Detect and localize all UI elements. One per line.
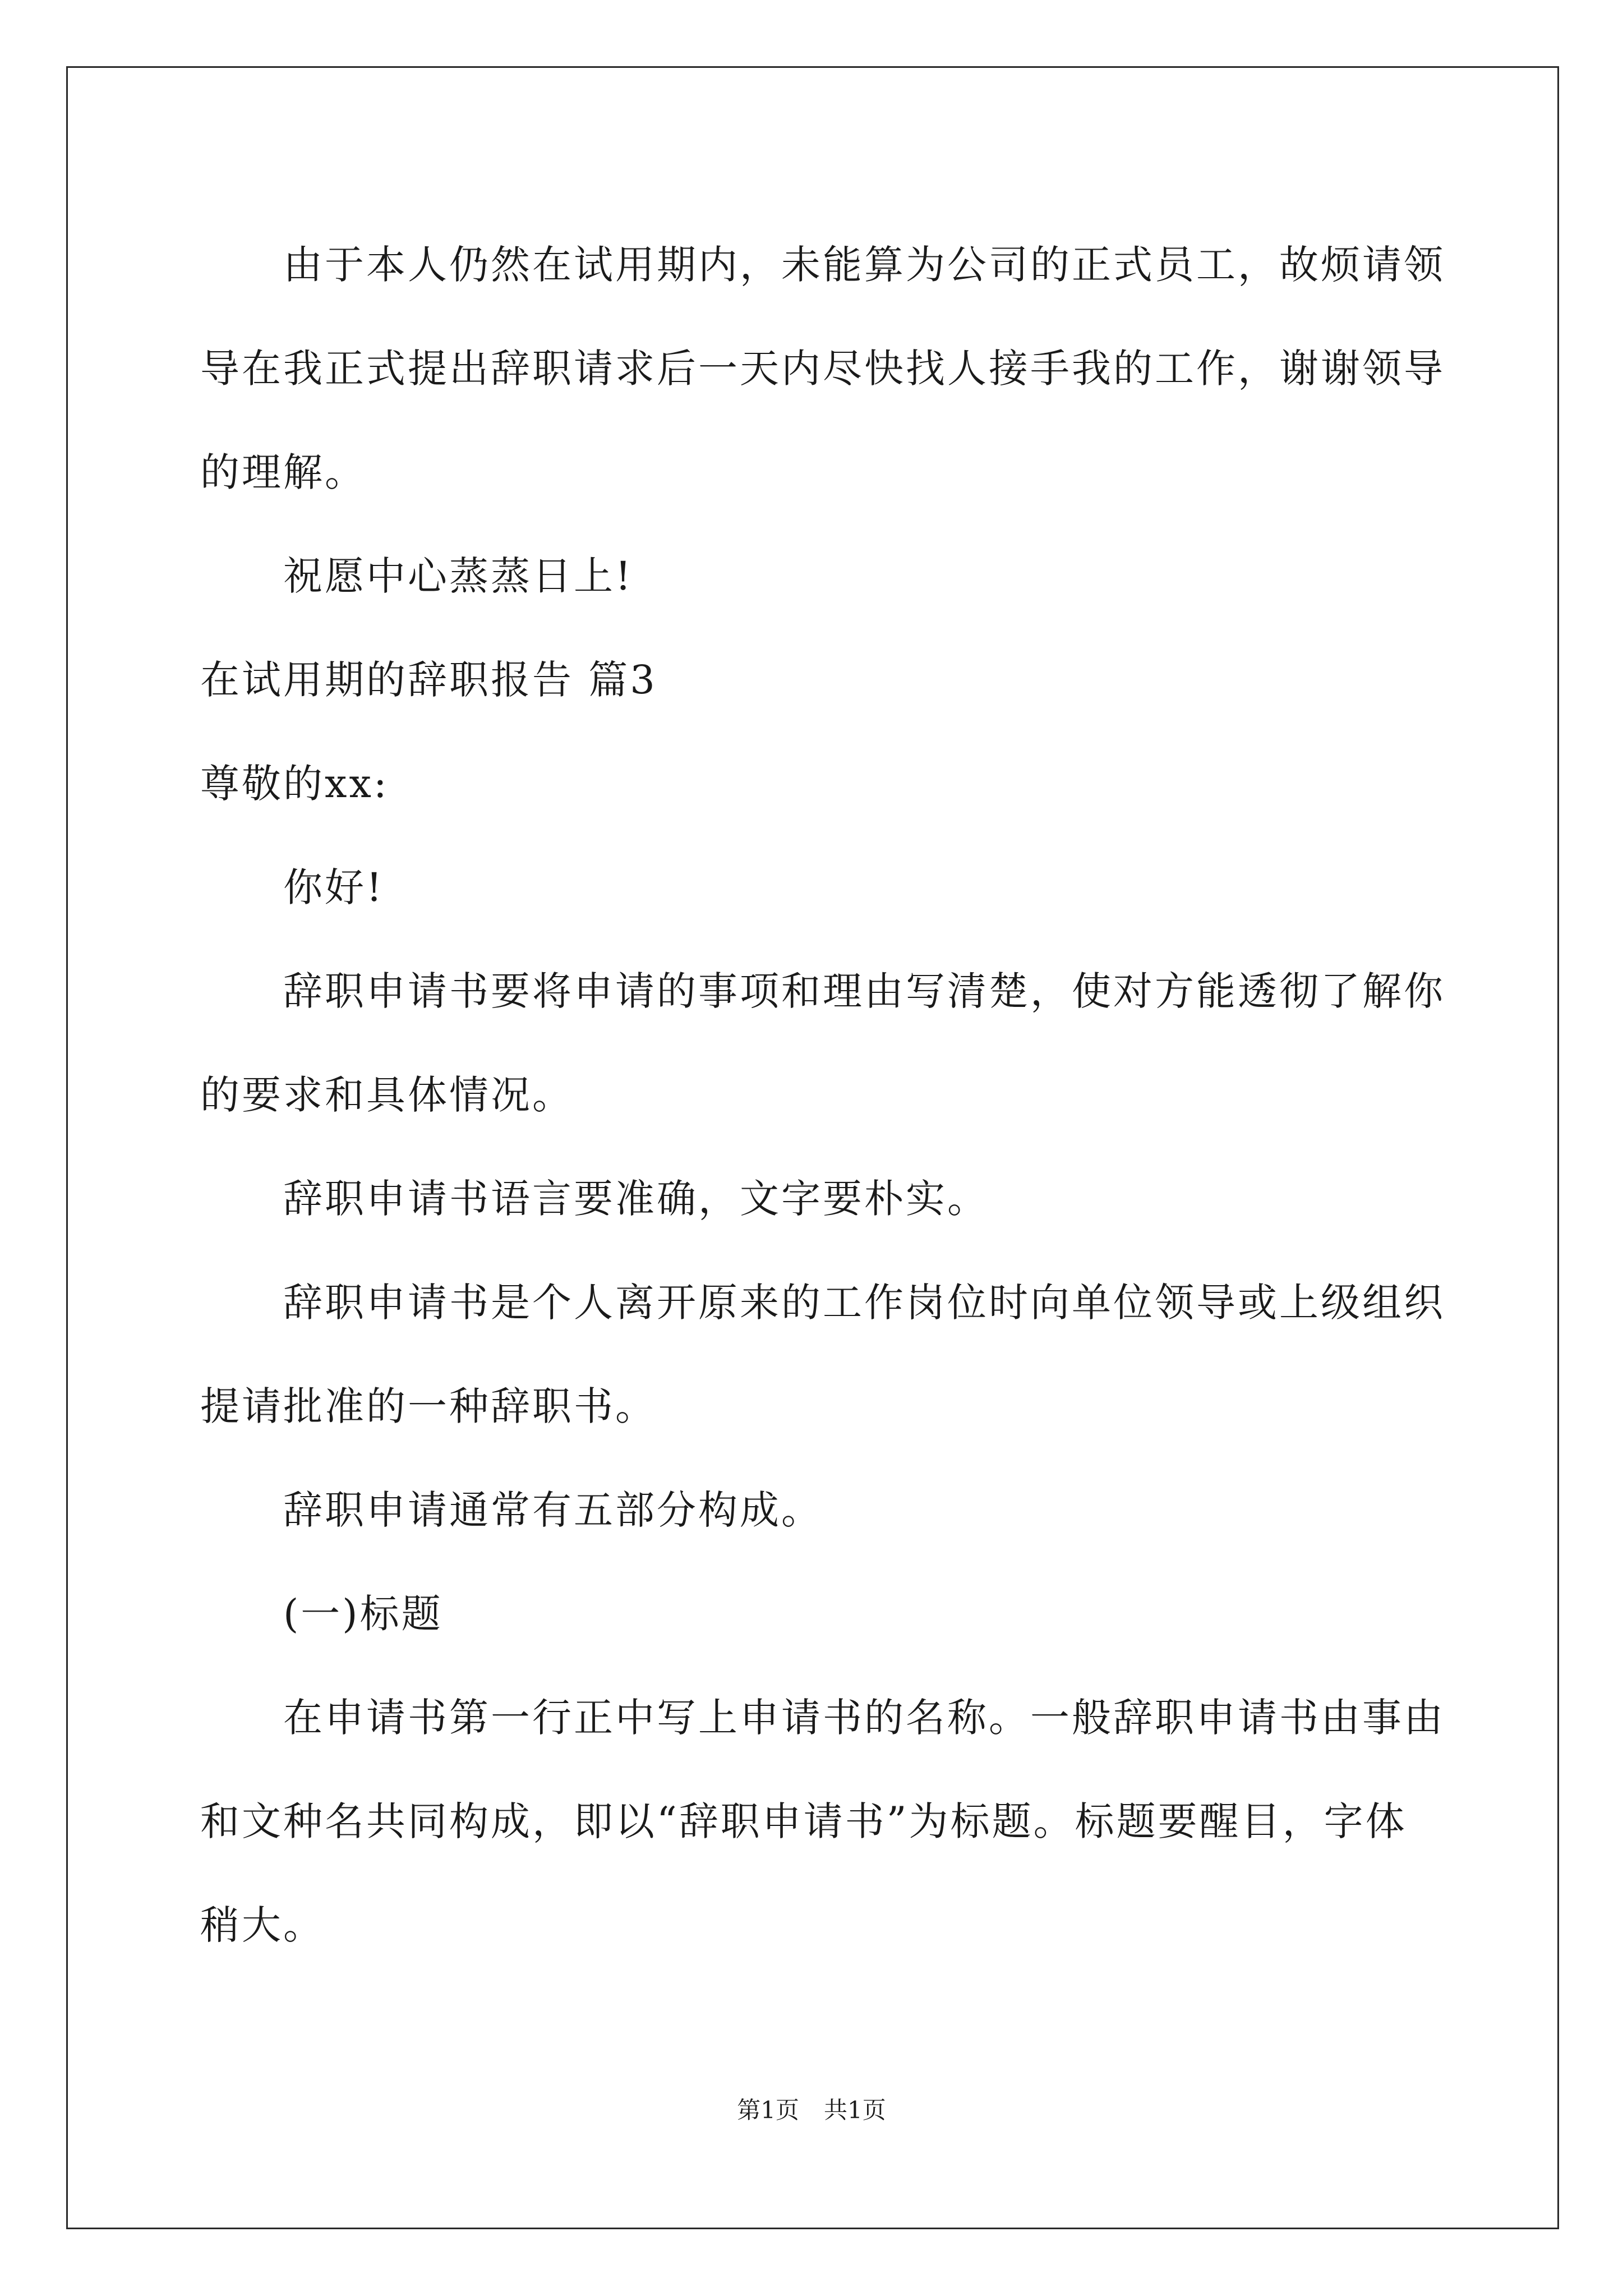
paragraph-line: 辞职申请书要将申请的事项和理由写清楚，使对方能透彻了解你	[283, 968, 1445, 1014]
paragraph-line: 辞职申请书是个人离开原来的工作岗位时向单位领导或上级组织	[283, 1280, 1445, 1326]
section-heading: 在试用期的辞职报告 篇3	[200, 657, 657, 703]
page-number-total: 共1页	[824, 2096, 886, 2124]
document-body	[200, 213, 1445, 1977]
paragraph-line: 由于本人仍然在试用期内，未能算为公司的正式员工，故烦请领	[283, 242, 1445, 288]
paragraph-line: 稍大。	[200, 1902, 325, 1948]
paragraph-line: 的理解。	[200, 449, 366, 495]
paragraph-line: 和文种名共同构成，即以“辞职申请书”为标题。标题要醒目，字体	[200, 1798, 1407, 1844]
paragraph-line: 在申请书第一行正中写上申请书的名称。一般辞职申请书由事由	[283, 1695, 1445, 1741]
paragraph-line: 导在我正式提出辞职请求后一天内尽快找人接手我的工作，谢谢领导	[200, 346, 1445, 392]
paragraph-line: 辞职申请通常有五部分构成。	[283, 1487, 823, 1533]
closing-wish: 祝愿中心蒸蒸日上!	[283, 553, 634, 599]
paragraph-line: 的要求和具体情况。	[200, 1072, 574, 1118]
greeting: 你好!	[283, 864, 385, 910]
subheading: (一)标题	[283, 1591, 443, 1637]
page-number-current: 第1页	[737, 2096, 799, 2124]
salutation: 尊敬的xx:	[200, 761, 389, 807]
paragraph-line: 辞职申请书语言要准确，文字要朴实。	[283, 1176, 989, 1222]
page-footer	[0, 2093, 1623, 2127]
paragraph-line: 提请批准的一种辞职书。	[200, 1383, 657, 1429]
